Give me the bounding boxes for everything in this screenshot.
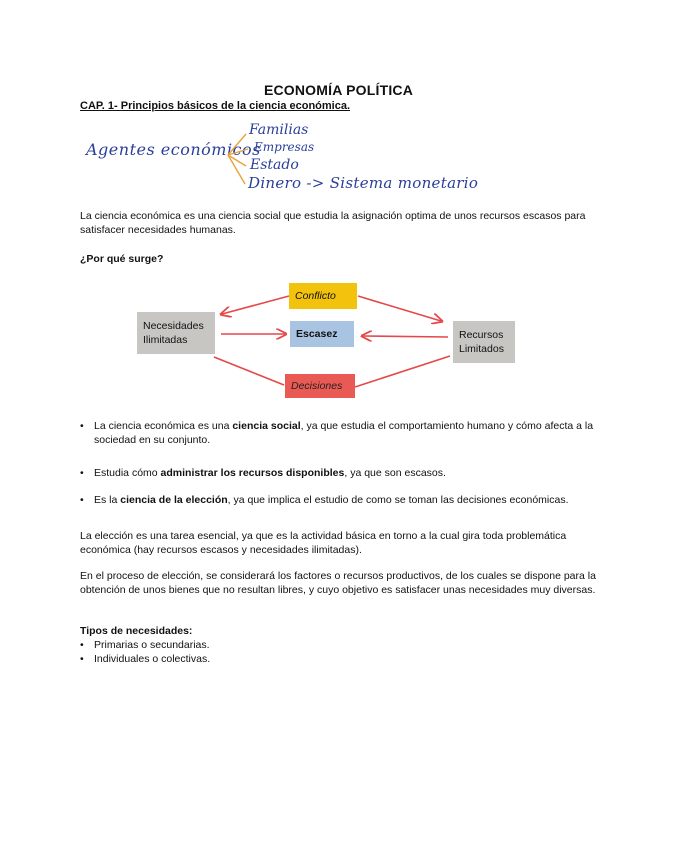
arrow-conflicto-to-necesidades <box>222 296 289 314</box>
handwritten-item-familias: Familias <box>249 122 309 138</box>
box-decisiones: Decisiones <box>285 374 355 398</box>
needs-title: Tipos de necesidades: <box>80 625 193 637</box>
needs-item-text: Individuales o colectivas. <box>94 653 211 665</box>
page-title: ECONOMÍA POLÍTICA <box>263 82 414 98</box>
needs-item <box>80 638 600 652</box>
arrow-conflicto-to-recursos <box>358 296 441 321</box>
box-recursos-line2: Limitados <box>459 343 504 355</box>
election-paragraph: La elección es una tarea esencial, ya que es la actividad básica en torno a la cual gira toda problemática económica (hay recursos escasos y necesidades ilimitadas). <box>80 530 567 556</box>
bullet-text-pre: Es la <box>94 494 121 506</box>
box-necesidades-line1: Necesidades <box>143 320 204 332</box>
line-decisiones-recursos <box>355 356 450 387</box>
handwritten-item-dinero: Dinero -> Sistema monetario <box>248 174 479 192</box>
bullet-item <box>80 419 600 447</box>
bullet-dot: • <box>80 639 84 651</box>
bullet-dot: • <box>80 467 84 479</box>
bullet-text-pre: Estudia cómo <box>94 467 161 479</box>
box-necesidades <box>137 312 215 354</box>
bullet-dot: • <box>80 653 84 665</box>
bullet-text-post: , ya que son escasos. <box>344 467 446 479</box>
line-decisiones-necesidades <box>214 357 284 385</box>
intro-paragraph: La ciencia económica es una ciencia social que estudia la asignación optima de unos recursos escasos para satisfacer necesidades humanas. <box>80 210 586 236</box>
bullet-text-strong: ciencia de la elección <box>120 494 228 506</box>
box-conflicto: Conflicto <box>289 283 357 309</box>
needs-item-text: Primarias o secundarias. <box>94 639 210 651</box>
bullet-list <box>80 419 600 507</box>
handwritten-root: Agentes económicos <box>86 140 261 159</box>
bullet-item <box>80 493 600 507</box>
box-recursos-line1: Recursos <box>459 329 504 341</box>
bullet-text-post: , ya que implica el estudio de como se toman las decisiones económicas. <box>227 494 569 506</box>
handwritten-item-estado: Estado <box>250 157 299 173</box>
needs-list <box>80 638 600 666</box>
box-recursos <box>453 321 515 363</box>
bullet-text-post: , ya que estudia el comportamiento humano y cómo afecta a la sociedad en su conjunto. <box>94 420 594 446</box>
bullet-dot: • <box>80 494 84 506</box>
arrow-recursos-to-escasez <box>363 336 448 337</box>
bullet-text-strong: administrar los recursos disponibles <box>160 467 345 479</box>
bullet-dot: • <box>80 420 84 432</box>
process-paragraph: En el proceso de elección, se considerará los factores o recursos productivos, de los cuales se dispone para la obtención de unos bienes que no resultan libres, y cuyo objetivo es satisfacer unas necesidades muy diversas. <box>80 570 596 596</box>
bullet-text-pre: La ciencia económica es una <box>94 420 233 432</box>
bullet-text-strong: ciencia social <box>232 420 301 432</box>
chapter-subtitle: CAP. 1- Principios básicos de la ciencia económica. <box>80 100 351 112</box>
bullet-item <box>80 466 600 480</box>
handwritten-item-empresas: Empresas <box>254 140 315 154</box>
needs-item <box>80 652 600 666</box>
question-heading: ¿Por qué surge? <box>80 253 164 265</box>
box-escasez: Escasez <box>290 321 354 347</box>
box-necesidades-line2: Ilimitadas <box>143 334 188 346</box>
